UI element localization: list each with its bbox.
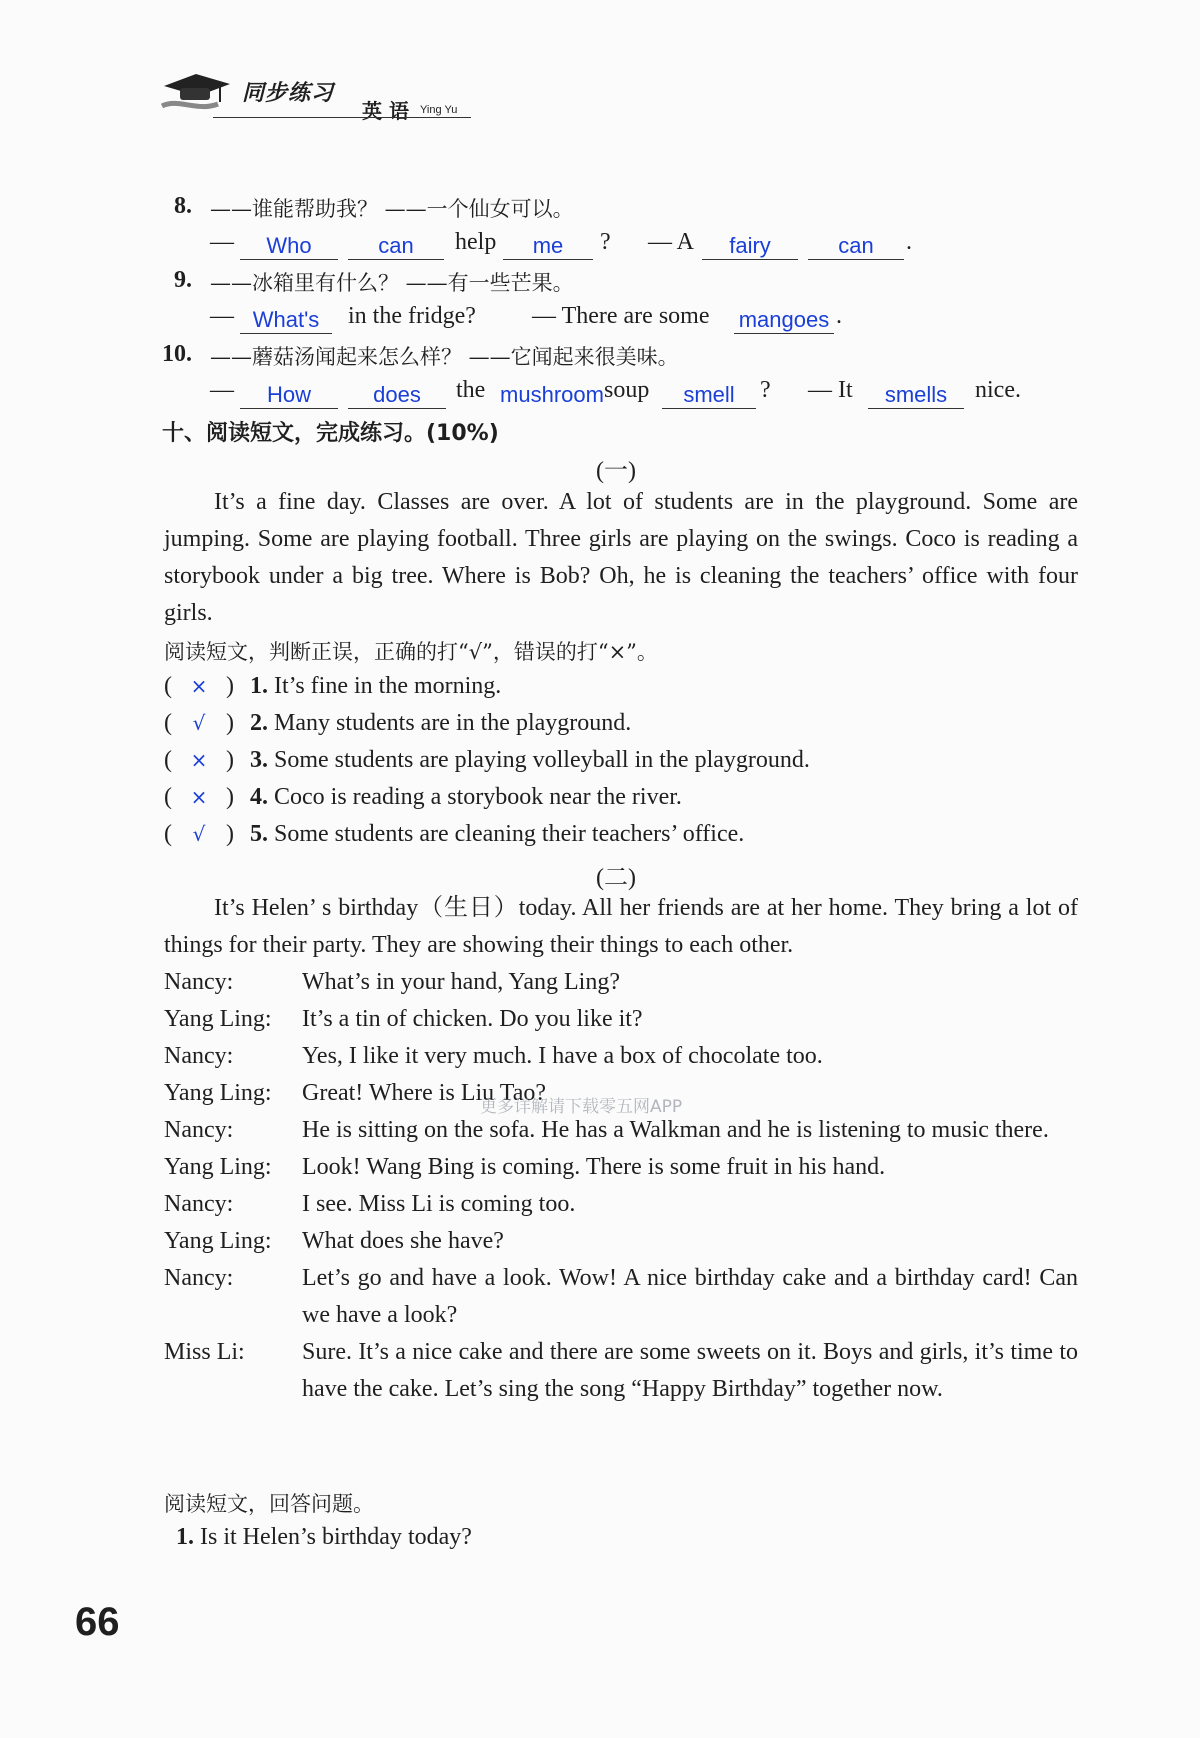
speaker: Nancy: <box>164 1265 234 1291</box>
item-text: Some students are playing volleyball in the playground. <box>274 747 810 773</box>
passage-text: It’s Helen’ s birthday（生日）today. All her friends are at her home. They bring a lot of things for their party. They are showing their things to each other. <box>164 895 1078 958</box>
prompt-word: . <box>836 303 842 329</box>
bracket: ( <box>164 784 172 810</box>
header-divider <box>213 117 471 118</box>
item-number: 3. <box>250 747 268 773</box>
question-number: 9. <box>174 267 192 293</box>
speaker: Yang Ling: <box>164 1154 272 1180</box>
speaker: Nancy: <box>164 969 234 995</box>
prompt-word: ? <box>600 229 611 255</box>
dialogue-line: What’s in your hand, Yang Ling? <box>302 969 620 995</box>
tf-item <box>164 784 682 811</box>
reading-passage-2 <box>164 890 1078 964</box>
header-logo <box>158 68 238 118</box>
prompt-word: in the fridge? <box>348 303 476 329</box>
prompt-dash: — <box>210 229 234 255</box>
header-series-title: 同步练习 <box>242 80 335 106</box>
passage-text: It’s a fine day. Classes are over. A lot of students are in the playground. Some are jumping. Some are playing football. Three girls are playing on the swings. Coco is reading a storybook under a big tree. Where is Bob? Oh, he is cleaning the teachers’ office with four girls. <box>164 489 1078 626</box>
answer-blank: smells <box>868 382 964 409</box>
item-number: 2. <box>250 710 268 736</box>
tf-item <box>164 710 631 737</box>
prompt-word: — There are some <box>532 303 710 329</box>
dialogue-line: He is sitting on the sofa. He has a Walkman and he is listening to music there. <box>302 1117 1049 1143</box>
bracket: ( <box>164 710 172 736</box>
question-number: 8. <box>174 193 192 219</box>
item-text: Some students are cleaning their teachers’ office. <box>274 821 745 847</box>
part-label: (一) <box>596 458 636 484</box>
prompt-word: — A <box>648 229 695 255</box>
dialogue-row <box>164 1001 1078 1038</box>
answer-blank: can <box>348 233 444 260</box>
question-chinese: ——冰箱里有什么？ ——有一些芒果。 <box>210 271 574 295</box>
prompt-word: the <box>456 377 486 403</box>
question-chinese: ——蘑菇汤闻起来怎么样？ ——它闻起来很美味。 <box>210 345 679 369</box>
question-chinese: ——谁能帮助我？ ——一个仙女可以。 <box>210 197 574 221</box>
dialogue-row <box>164 1038 1078 1075</box>
prompt-word: help <box>455 229 497 255</box>
prompt-word: nice. <box>975 377 1021 403</box>
instruction-text: 阅读短文，判断正误，正确的打“√”，错误的打“×”。 <box>164 640 658 664</box>
dialogue-row <box>164 1112 1078 1149</box>
bracket: ) <box>226 673 234 699</box>
answer-mark: × <box>190 785 208 809</box>
speaker: Nancy: <box>164 1191 234 1217</box>
reading-passage-1 <box>164 484 1078 632</box>
prompt-word: . <box>906 229 912 255</box>
answer-blank: How <box>240 382 338 409</box>
speaker: Miss Li: <box>164 1339 245 1365</box>
dialogue-line: Sure. It’s a nice cake and there are some sweets on it. Boys and girls, it’s time to have the cake. Let’s sing the song “Happy Birthday” together now. <box>302 1339 1078 1402</box>
dialogue-row <box>164 964 1078 1001</box>
answer-blank: What's <box>240 307 332 334</box>
speaker: Yang Ling: <box>164 1228 272 1254</box>
speaker: Yang Ling: <box>164 1006 272 1032</box>
speaker: Nancy: <box>164 1043 234 1069</box>
dialogue-row <box>164 1334 1078 1408</box>
answer-blank: does <box>348 382 446 409</box>
answer-mark: × <box>190 674 208 698</box>
answer-mark: √ <box>192 711 206 735</box>
answer-blank: fairy <box>702 233 798 260</box>
part-label: (二) <box>596 865 636 891</box>
bracket: ( <box>164 747 172 773</box>
answer-mark: × <box>190 748 208 772</box>
answer-mark: √ <box>192 822 206 846</box>
header-pinyin: Ying Yu <box>420 104 458 116</box>
dialogue-line: Let’s go and have a look. Wow! A nice birthday cake and a birthday card! Can we have a look? <box>302 1265 1078 1328</box>
item-text: Many students are in the playground. <box>274 710 632 736</box>
tf-item <box>164 673 501 700</box>
question-text: Is it Helen’s birthday today? <box>200 1524 472 1550</box>
bracket: ) <box>226 821 234 847</box>
watermark: 更多详解请下载零五网APP <box>480 1097 683 1117</box>
question-item <box>176 1524 472 1551</box>
question-number: 1. <box>176 1524 194 1550</box>
answer-blank: smell <box>662 382 756 409</box>
answer-blank: Who <box>240 233 338 260</box>
answer-blank: mushroom <box>500 382 604 407</box>
header-subject: 英 语 <box>362 99 409 123</box>
prompt-word: — It <box>808 377 853 403</box>
answer-blank: mangoes <box>734 307 834 334</box>
dialogue-row <box>164 1186 1078 1223</box>
answer-blank: me <box>503 233 593 260</box>
dialogue-line: What does she have? <box>302 1228 504 1254</box>
page-number: 66 <box>75 1600 120 1644</box>
prompt-word: ? <box>760 377 771 403</box>
prompt-dash: — <box>210 303 234 329</box>
item-number: 5. <box>250 821 268 847</box>
dialogue-line: Look! Wang Bing is coming. There is some fruit in his hand. <box>302 1154 886 1180</box>
item-number: 1. <box>250 673 268 699</box>
dialogue <box>164 964 1078 1408</box>
item-text: Coco is reading a storybook near the river. <box>274 784 682 810</box>
prompt-dash: — <box>210 377 234 403</box>
bracket: ( <box>164 821 172 847</box>
dialogue-line: Yes, I like it very much. I have a box of chocolate too. <box>302 1043 823 1069</box>
tf-item <box>164 747 810 774</box>
answer-blank: can <box>808 233 904 260</box>
dialogue-row <box>164 1260 1078 1334</box>
dialogue-row <box>164 1149 1078 1186</box>
instruction-text: 阅读短文，回答问题。 <box>164 1492 374 1516</box>
dialogue-row <box>164 1223 1078 1260</box>
item-number: 4. <box>250 784 268 810</box>
bracket: ( <box>164 673 172 699</box>
dialogue-line: Great! Where is Liu Tao? <box>302 1080 546 1106</box>
item-text: It’s fine in the morning. <box>274 673 502 699</box>
tf-item <box>164 821 744 848</box>
bracket: ) <box>226 747 234 773</box>
prompt-word: soup <box>604 377 650 403</box>
question-number: 10. <box>162 341 192 367</box>
bracket: ) <box>226 710 234 736</box>
section-title: 十、阅读短文，完成练习。(10%) <box>162 421 499 446</box>
speaker: Nancy: <box>164 1117 234 1143</box>
dialogue-line: It’s a tin of chicken. Do you like it? <box>302 1006 643 1032</box>
speaker: Yang Ling: <box>164 1080 272 1106</box>
dialogue-line: I see. Miss Li is coming too. <box>302 1191 576 1217</box>
bracket: ) <box>226 784 234 810</box>
